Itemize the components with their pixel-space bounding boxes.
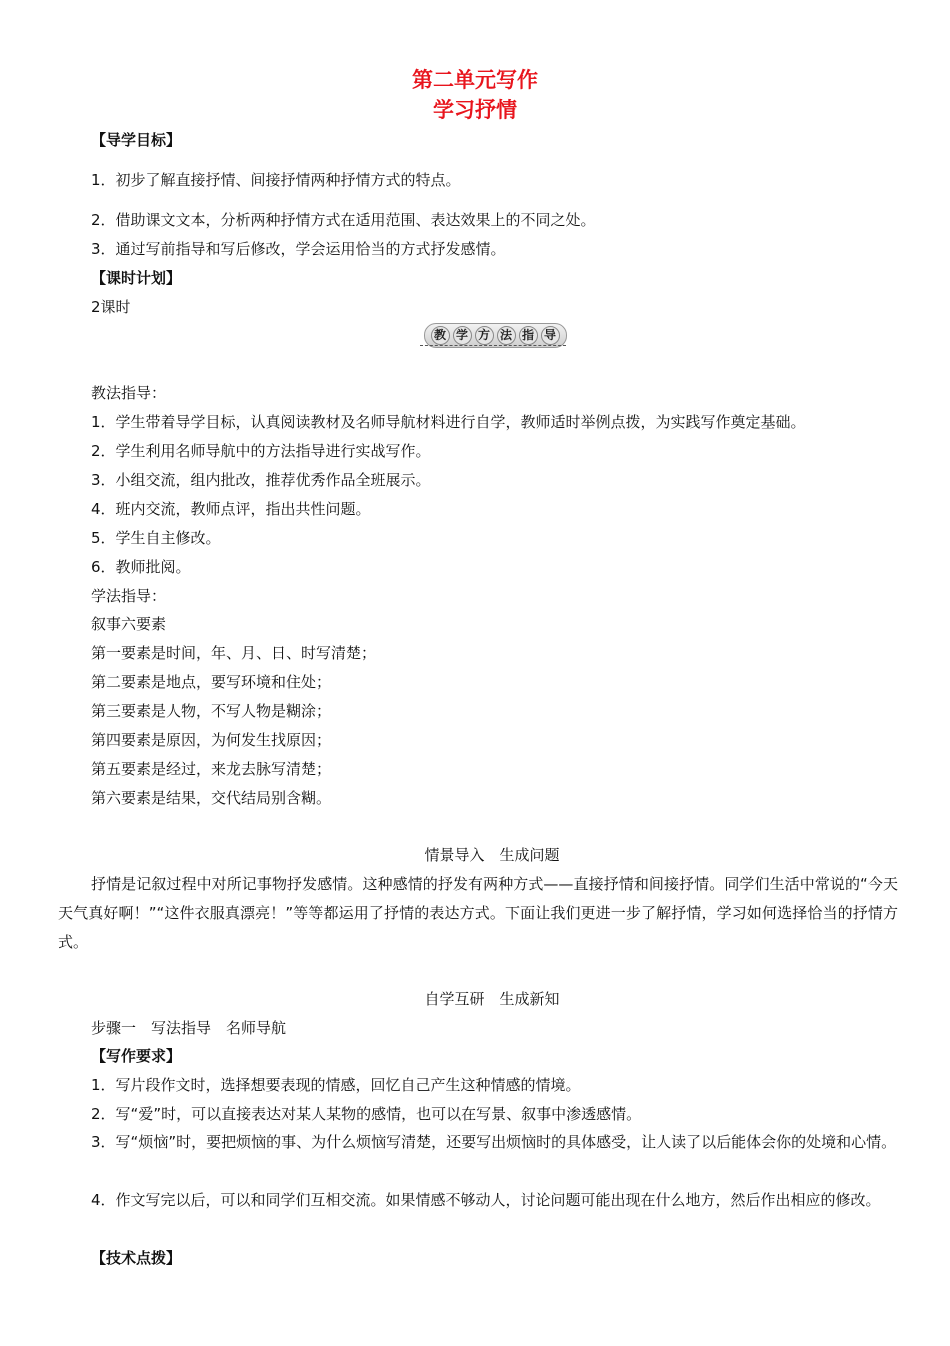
technique-heading: 【技术点拨】 (91, 1249, 182, 1267)
intro-paragraph: 抒情是记叙过程中对所记事物抒发感情。这种感情的抒发有两种方式——直接抒情和间接抒情。同学们生活中常说的“今天天气真好啊！”“这件衣服真漂亮！”等等都运用了抒情的表达方式。下面让我们更进一步了解抒情，学习如何选择恰当的抒情方式。 (58, 875, 898, 951)
schedule-heading: 【课时计划】 (91, 269, 182, 287)
requirements-heading: 【写作要求】 (91, 1047, 182, 1065)
teaching-item: 5．学生自主修改。 (91, 529, 221, 547)
objective-item: 1．初步了解直接抒情、间接抒情两种抒情方式的特点。 (91, 171, 461, 189)
teaching-label: 教法指导： (91, 384, 167, 402)
learning-item: 第六要素是结果，交代结局别含糊。 (91, 789, 332, 807)
learning-subtitle: 叙事六要素 (91, 615, 167, 633)
learning-item: 第二要素是地点，要写环境和住处； (91, 673, 332, 691)
learning-item: 第三要素是人物，不写人物是糊涂； (91, 702, 332, 720)
learning-item: 第一要素是时间，年、月、日、时写清楚； (91, 644, 377, 662)
section-heading: 自学互研 生成新知 (424, 990, 560, 1008)
teaching-item: 2．学生利用名师导航中的方法指导进行实战写作。 (91, 442, 431, 460)
badge-char: 教 (431, 326, 450, 345)
badge-char: 导 (541, 326, 560, 345)
learning-item: 第五要素是经过，来龙去脉写清楚； (91, 760, 332, 778)
step-heading: 步骤一 写法指导 名师导航 (91, 1019, 287, 1037)
objective-item: 3．通过写前指导和写后修改，学会运用恰当的方式抒发感情。 (91, 240, 506, 258)
badge-divider (420, 345, 566, 346)
requirement-item: 3．写“烦恼”时，要把烦恼的事、为什么烦恼写清楚，还要写出烦恼时的具体感受，让人读了以后能体会你的处境和心情。 (91, 1133, 897, 1151)
requirement-item: 2．写“爱”时，可以直接表达对某人某物的感情，也可以在写景、叙事中渗透感情。 (91, 1105, 642, 1123)
teaching-item: 1．学生带着导学目标，认真阅读教材及名师导航材料进行自学，教师适时举例点拨，为实践写作奠定基础。 (91, 413, 806, 431)
badge-char: 学 (453, 326, 472, 345)
section-heading: 情景导入 生成问题 (424, 846, 560, 864)
learning-label: 学法指导： (91, 587, 167, 605)
requirement-item: 4．作文写完以后，可以和同学们互相交流。如果情感不够动人，讨论问题可能出现在什么地方，然后作出相应的修改。 (91, 1191, 881, 1209)
teaching-item: 6．教师批阅。 (91, 558, 191, 576)
requirement-item: 1．写片段作文时，选择想要表现的情感，回忆自己产生这种情感的情境。 (91, 1076, 581, 1094)
learning-item: 第四要素是原因，为何发生找原因； (91, 731, 332, 749)
teaching-item: 3．小组交流，组内批改，推荐优秀作品全班展示。 (91, 471, 431, 489)
badge-char: 方 (475, 326, 494, 345)
badge-char: 法 (497, 326, 516, 345)
teaching-item: 4．班内交流，教师点评，指出共性问题。 (91, 500, 371, 518)
objective-item: 2．借助课文文本，分析两种抒情方式在适用范围、表达效果上的不同之处。 (91, 211, 596, 229)
objectives-heading: 【导学目标】 (91, 131, 182, 149)
page-subtitle: 学习抒情 (433, 98, 517, 122)
schedule-value: 2课时 (91, 298, 131, 316)
badge-char: 指 (519, 326, 538, 345)
page-title: 第二单元写作 (412, 68, 538, 92)
